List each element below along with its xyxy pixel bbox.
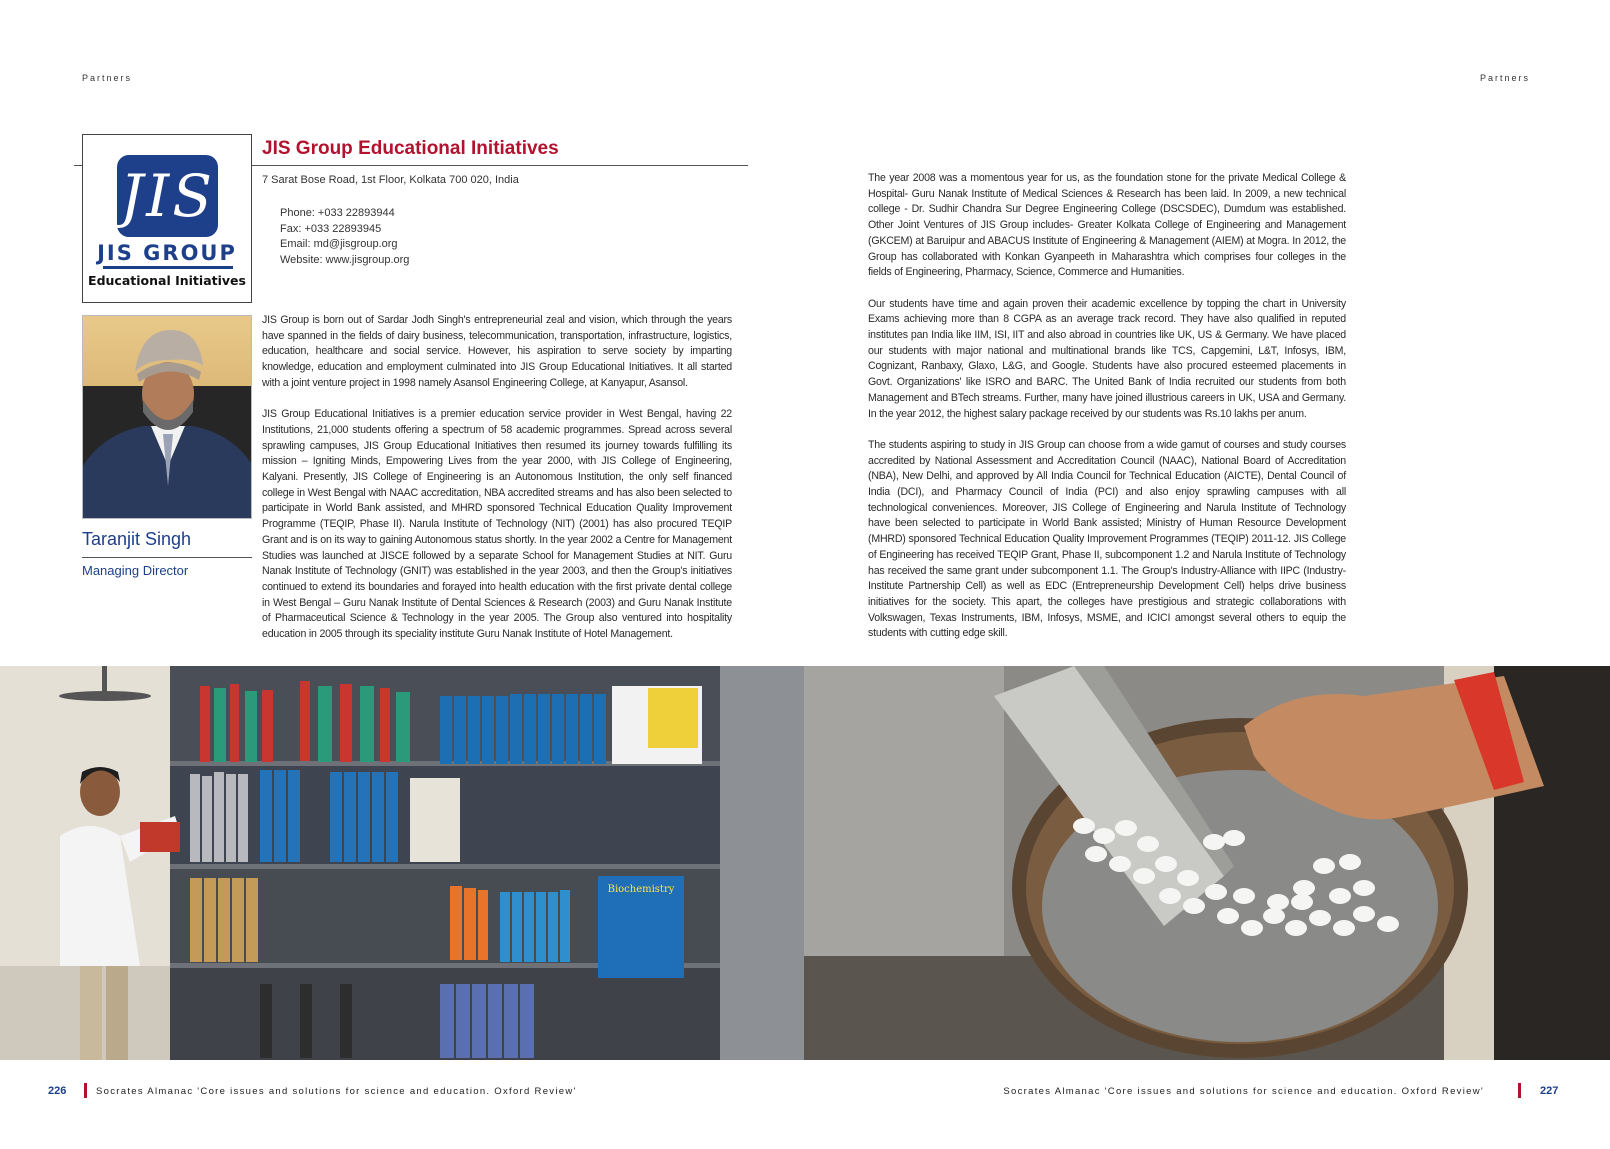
section-label-left: Partners <box>82 73 133 83</box>
right-column-text <box>868 171 1346 658</box>
footer-bar-right <box>1518 1083 1521 1098</box>
page-number-left: 226 <box>48 1085 67 1097</box>
org-phone: Phone: +033 22893944 <box>280 207 395 219</box>
pharmacy-photo <box>804 666 1610 1060</box>
org-address: 7 Sarat Bose Road, 1st Floor, Kolkata 700 020, India <box>262 174 519 186</box>
right-paragraph-2: Our students have time and again proven their academic excellence by topping the chart in University Exams achieving more than 8 CGPA as an average track record. They have also qualified in reputed institutes pan India like IIM, ISI, IIT and also abroad in countries like UK, US & Germany. We have placed our students with major national and multinational brands like TCS, Capgemini, L&T, Infosys, IBM, Cognizant, Ranbaxy, Glaxo, L&G, and Google. Students have also procured esteemed placements in Govt. Organizations' like ISRO and BARC. The United Bank of India recruited our students from both Management and BTech streams. Further, many have joined illustrious careers in UK, USA and Germany. In the year 2012, the highest salary package received by our students was Rs.10 lakhs per anum. <box>868 297 1346 420</box>
portrait-photo <box>82 315 252 519</box>
title-rule-left <box>74 165 82 166</box>
jis-logo-group-text: JIS GROUP <box>97 241 237 265</box>
footer-journal-left: Socrates Almanac 'Core issues and solutions for science and education. Oxford Review' <box>96 1086 577 1097</box>
person-rule <box>82 557 252 558</box>
portrait-illustration <box>83 316 252 519</box>
org-title: JIS Group Educational Initiatives <box>262 138 559 159</box>
pharmacy-illustration <box>804 666 1610 1060</box>
footer-bar-left <box>84 1083 87 1098</box>
title-rule <box>252 165 748 166</box>
org-website: Website: www.jisgroup.org <box>280 253 410 266</box>
person-role: Managing Director <box>82 563 189 578</box>
jis-logo <box>82 134 252 303</box>
library-illustration <box>0 666 804 1060</box>
section-label-right: Partners <box>1480 73 1531 83</box>
biochemistry-book-title: Biochemistry <box>607 884 675 895</box>
org-contact <box>280 206 409 268</box>
biochemistry-book <box>598 876 684 978</box>
left-paragraph-1: JIS Group is born out of Sardar Jodh Singh's entrepreneurial zeal and vision, which through the years have spanned in the fields of dairy business, telecommunication, transportation, infrastructure, logistics, education, healthcare and social service. However, his aspiration to serve society by imparting knowledge, education and employment culminated into JIS Group Educational Initiatives. It all started with a joint venture project in 1998 namely Asansol Engineering College, at Kanyapur, Asansol. <box>262 314 732 389</box>
page-number-right: 227 <box>1540 1085 1559 1097</box>
org-email: Email: md@jisgroup.org <box>280 238 398 250</box>
library-photo <box>0 666 804 1060</box>
footer-journal-right: Socrates Almanac 'Core issues and solutions for science and education. Oxford Review' <box>1003 1086 1484 1097</box>
org-fax: Fax: +033 22893945 <box>280 222 382 235</box>
right-paragraph-1: The year 2008 was a momentous year for us, as the foundation stone for the private Medical College & Hospital- Guru Nanak Institute of Medical Sciences & Research has been laid. In 2009, a new technical college - Dr. Sudhir Chandra Sur Degree Engineering College (DSCSDEC), Dumdum was established. Other Joint Ventures of JIS Group includes- Greater Kolkata College of Engineering and Management (GKCEM) at Baruipur and ABACUS Institute of Engineering & Management (AIEM) at Mogra. In 2012, the Group has collaborated with Konkan Gyanpeeth in Maharashtra which comprises four colleges in the fields of Engineering, Pharmacy, Science, Commerce and Humanities. <box>868 172 1346 279</box>
jis-logo-subtitle: Educational Initiatives <box>88 273 246 288</box>
left-column-text <box>262 313 732 658</box>
person-name: Taranjit Singh <box>82 529 192 549</box>
logo-underline <box>103 266 233 269</box>
left-paragraph-2: JIS Group Educational Initiatives is a premier education service provider in West Bengal, having 22 Institutions, 21,000 students offering a spectrum of 58 academic programmes. Spread across several sprawling campuses, JIS Group Educational Initiatives then resumed its journey towards fulfilling its mission – Igniting Minds, Empowering Lives from the year 2000, with JIS College of Engineering, Kalyani. Presently, JIS College of Engineering is an Autonomous Institution, the only self financed college in West Bengal with NAAC accreditation, NBA accredited streams and has also been selected to participate in World Bank assisted, and MHRD sponsored Technical Education Quality Improvement Programme (TEQIP, Phase II). Narula Institute of Technology (NIT) (2001) has also procured TEQIP Grant and is on its way to gaining Autonomous status shortly. In the year 2002 a Centre for Management Studies was launched at JISCE followed by a separate School for Management Studies at NIT. Guru Nanak Institute of Technology (GNIT) was established in the year 2003, and then the Group's initiatives continued to extend its boundaries and forayed into health education with the first private dental college in West Bengal – Guru Nanak Institute of Dental Sciences & Research (2003) and Guru Nanak Institute of Pharmaceutical Science & Technology in the year 2005. The Group also ventured into hospitality education in 2005 through its speciality institute Guru Nanak Institute of Hotel Management. <box>262 408 732 641</box>
jis-logo-mark: JIS <box>117 155 218 237</box>
right-paragraph-3: The students aspiring to study in JIS Group can choose from a wide gamut of courses and study courses accredited by National Assessment and Accreditation Council (NAAC), National Board of Accreditation (NBA), New Delhi, and approved by All India Council for Technical Education (AICTE), Dental Council of India (DCI), and Pharmacy Council of India (PCI) and also enjoy sprawling campuses with all technological conveniences. Moreover, JIS College of Engineering and Narula Institute of Technology have been selected to participate in World Bank assisted; Ministry of Human Resource Development (MHRD) sponsored Technical Education Quality Improvement Programmes (TEQIP) 2011-12. JIS College of Engineering has received TEQIP Grant, Phase II, subcomponent 1.2 and Narula Institute of Technology has received the same grant under subcomponent 1.1. The Group's Industry-Alliance with IIPC (Industry-Institute Partnership Cell) as well as EDC (Entrepreneurship Development Cell) helps drive business initiatives for the society. This apart, the colleges have prestigious and strategic collaborations with Volkswagen, Texas Instruments, IBM, Infosys, MSME, and ICICI amongst several others to equip the students with cutting edge skill. <box>868 438 1346 640</box>
